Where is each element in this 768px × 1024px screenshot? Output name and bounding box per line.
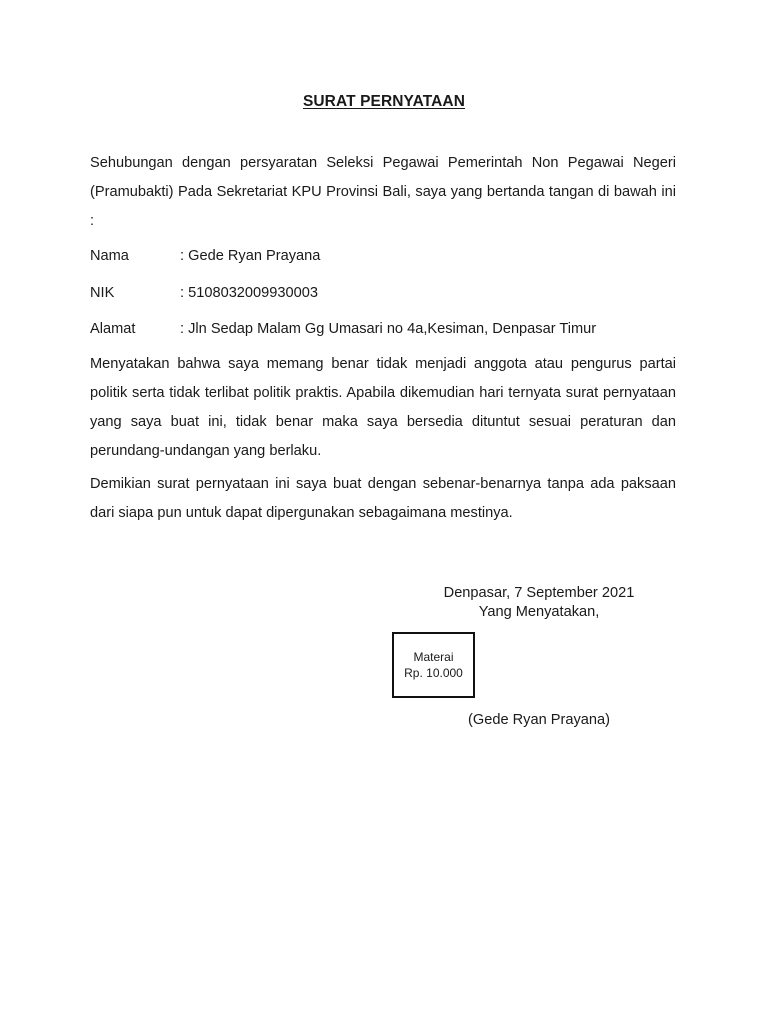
field-value: : Jln Sedap Malam Gg Umasari no 4a,Kesiman, Denpasar Timur: [180, 321, 597, 337]
document-title: SURAT PERNYATAAN: [302, 93, 466, 110]
stamp-label: Materai: [413, 650, 454, 664]
statement-paragraph: Menyatakan bahwa saya memang benar tidak menjadi anggota atau pengurus partai politik serta tidak terlibat politik praktis. Apabila dikemudian hari ternyata surat pernyataan yang saya buat ini, tidak benar maka saya bersedia dituntut sesuai peraturan dan perundang-undangan yang berlaku.: [90, 356, 676, 459]
signature-role: Yang Menyatakan,: [478, 604, 600, 620]
intro-paragraph: Sehubungan dengan persyaratan Seleksi Pegawai Pemerintah Non Pegawai Negeri (Pramubakti) Pada Sekretariat KPU Provinsi Bali, saya yang bertanda tangan di bawah ini :: [90, 155, 676, 229]
field-value: : Gede Ryan Prayana: [180, 248, 321, 264]
stamp-box: [392, 632, 475, 698]
field-label: NIK: [90, 285, 115, 301]
field-label: Nama: [90, 248, 129, 264]
signature-place-date: Denpasar, 7 September 2021: [443, 585, 635, 601]
signature-name: (Gede Ryan Prayana): [468, 712, 610, 728]
field-label: Alamat: [90, 321, 136, 337]
closing-paragraph: Demikian surat pernyataan ini saya buat dengan sebenar-benarnya tanpa ada paksaan dari siapa pun untuk dapat dipergunakan sebagaimana mestinya.: [90, 476, 676, 521]
stamp-amount: Rp. 10.000: [404, 666, 463, 680]
field-value: : 5108032009930003: [180, 285, 318, 301]
